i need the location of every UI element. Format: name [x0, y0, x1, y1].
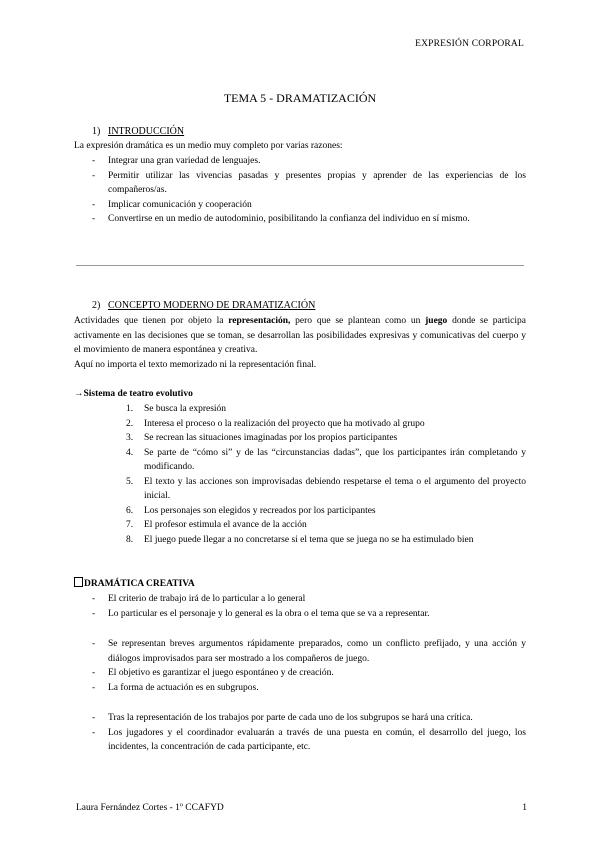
section-2-paragraph: Actividades que tienen por objeto la representación, pero que se plantean como un juego donde se participa activamente en las decisiones que se toman, se desarrollan las posibilidades expresivas y comunicativas del cuerpo y el movimiento de manera espontánea y creativa. — [74, 316, 526, 355]
section-2-note: Aquí no importa el texto memorizado ni la representación final. — [74, 360, 317, 370]
list-item: 7. El profesor estimula el avance de la acción — [126, 520, 307, 530]
checkbox-glyph-icon — [74, 577, 83, 587]
list-item: 3. Se recrean las situaciones imaginadas por los propios participantes — [126, 433, 398, 443]
evolutivo-heading: →Sistema de teatro evolutivo — [74, 389, 193, 399]
section-number: 2) — [92, 300, 101, 311]
page-number: 1 — [522, 803, 527, 813]
list-item: 1. Se busca la expresión — [126, 404, 227, 414]
list-item: - El objetivo es garantizar el juego espontáneo y de creación. — [92, 668, 334, 678]
horizontal-divider — [76, 265, 524, 266]
list-item: 5. El texto y las acciones son improvisadas debiendo respetarse el tema o el argumento del proyecto inicial. — [126, 476, 526, 501]
list-item: 2. Interesa el proceso o la realización del proyecto que ha motivado al grupo — [126, 418, 425, 429]
creativa-list-2 — [92, 637, 526, 695]
page-title: TEMA 5 - DRAMATIZACIÓN — [223, 91, 377, 105]
creativa-list-3 — [92, 711, 526, 755]
list-item: - Convertirse en un medio de autodominio, posibilitando la confianza del individuo en sí mismo. — [92, 214, 470, 224]
section-number: 1) — [92, 126, 101, 137]
section-1-list — [92, 154, 526, 227]
section-2-heading — [92, 299, 315, 314]
list-item: - Los jugadores y el coordinador evaluarán a través de una puesta en común, el desarrollo del juego, los incidentes, la concentración de cada participante, etc. — [92, 727, 526, 752]
arrow-right-icon: → — [74, 389, 84, 399]
footer-author: Laura Fernández Cortes - 1º CCAFYD — [76, 803, 224, 813]
list-item: - Se representan breves argumentos rápidamente preparados, como un conflicto prefijado, y una acción y diálogos improvisados para ser mostrado a los compañeros de juego. — [92, 639, 526, 664]
list-item: 8. El juego puede llegar a no concretarse si el tema que se juega no se ha estimulado bien — [126, 534, 474, 545]
section-title: INTRODUCCIÓN — [108, 126, 185, 137]
list-item: 6. Los personajes son elegidos y recreados por los participantes — [126, 505, 376, 516]
list-item: - Tras la representación de los trabajos por parte de cada uno de los subgrupos se hará una crítica. — [92, 713, 473, 723]
list-item: - Lo particular es el personaje y lo general es la obra o el tema que se va a representar. — [92, 608, 430, 619]
list-item: - La forma de actuación es en subgrupos. — [92, 682, 259, 693]
list-item: - Implicar comunicación y cooperación — [92, 199, 252, 210]
creativa-heading: DRAMÁTICA CREATIVA — [74, 577, 195, 592]
section-1-heading — [92, 125, 184, 140]
section-title: CONCEPTO MODERNO DE DRAMATIZACIÓN — [108, 300, 316, 311]
creativa-list-1 — [92, 592, 526, 621]
list-item: - Permitir utilizar las vivencias pasadas y presentes propias y aprender de las experiencias de los compañeros/as. — [92, 170, 526, 195]
evolutivo-list — [126, 402, 526, 547]
list-item: 4. Se parte de “cómo si” y de las “circunstancias dadas”, que los participantes irán completando y modificando. — [126, 447, 526, 472]
list-item: - El criterio de trabajo irá de lo particular a lo general — [92, 594, 306, 604]
section-1-intro: La expresión dramática es un medio muy completo por varias razones: — [74, 141, 343, 151]
running-header: EXPRESIÓN CORPORAL — [415, 39, 524, 49]
list-item: - Integrar una gran variedad de lenguajes. — [92, 156, 261, 166]
